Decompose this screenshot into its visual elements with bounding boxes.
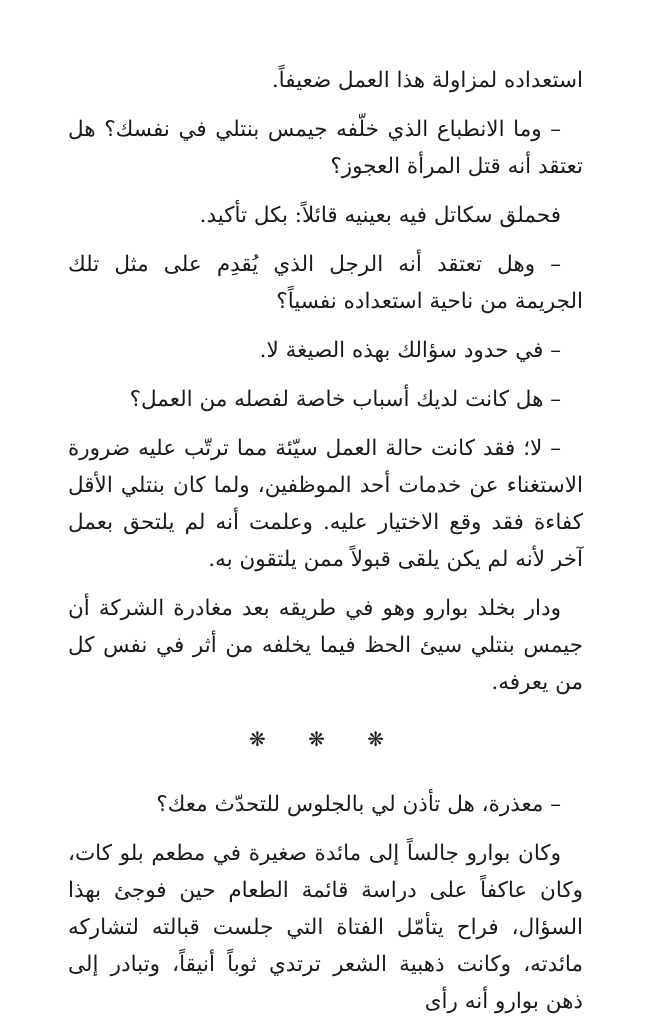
paragraph: وكان بوارو جالساً إلى مائدة صغيرة في مطعم بلو كات، وكان عاكفاً على دراسة قائمة الطعام حين فوجئ بهذا السؤال، فراح يتأمّل الفتاة التي جلست قبالته لتشاركه مائدته، وكانت ذهبية الشعر ترتدي ثوباً أنيقاً، وتبادر إلى ذهن بوارو أنه رأى	[68, 841, 583, 1014]
paragraph: ودار بخلد بوارو وهو في طريقه بعد مغادرة الشركة أن جيمس بنتلي سيئ الحظ فيما يخلفه من أثر في نفس كل من يعرفه.	[68, 596, 583, 695]
paragraph: استعداده لمزاولة هذا العمل ضعيفاً.	[271, 68, 583, 93]
section-separator: ❋ ❋ ❋	[249, 727, 402, 751]
paragraph: فحملق سكاتل فيه بعينيه قائلاً: بكل تأكيد.	[199, 203, 561, 228]
paragraph: – لا؛ فقد كانت حالة العمل سيّئة مما ترتّب عليه ضرورة الاستغناء عن خدمات أحد الموظفين، ولما كان بنتلي الأقل كفاءة فقد وقع الاختيار عليه. وعلمت أنه لم يلتحق بعمل آخر لأنه لم يكن يلقى قبولاً ممن يلتقون به.	[68, 436, 583, 572]
paragraph: – هل كانت لديك أسباب خاصة لفصله من العمل؟	[129, 387, 561, 412]
paragraph: – في حدود سؤالك بهذه الصيغة لا.	[259, 338, 561, 363]
paragraph: – وما الانطباع الذي خلّفه جيمس بنتلي في نفسك؟ هل تعتقد أنه قتل المرأة العجوز؟	[68, 117, 583, 179]
paragraph: – معذرة، هل تأذن لي بالجلوس للتحدّث معك؟	[156, 792, 561, 817]
paragraph: – وهل تعتقد أنه الرجل الذي يُقدِم على مثل تلك الجريمة من ناحية استعداده نفسياً؟	[68, 252, 583, 314]
